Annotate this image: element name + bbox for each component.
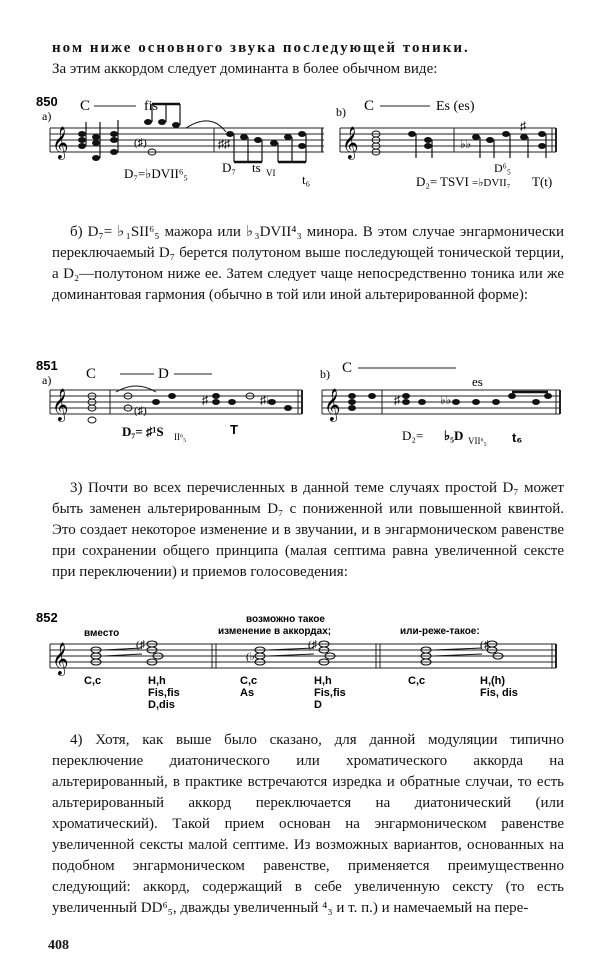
section-label-b: b)	[320, 367, 330, 381]
function-label: D₂=	[416, 174, 438, 189]
accidental: ♯	[520, 119, 526, 133]
accidental: (♯	[136, 639, 146, 651]
notes	[372, 131, 546, 155]
accidental: (♯)	[134, 405, 147, 417]
treble-clef-icon: 𝄞	[52, 388, 69, 421]
treble-clef-icon: 𝄞	[52, 126, 69, 159]
paragraph-3	[52, 478, 564, 583]
example-851-score	[36, 356, 568, 456]
function-label: t₆	[302, 172, 311, 187]
key-label: C	[364, 98, 375, 114]
example-851	[36, 356, 568, 456]
chord-label: C,c	[408, 675, 426, 687]
section-label-b: b)	[336, 105, 346, 119]
example-850	[36, 92, 568, 202]
chord-label: D	[314, 699, 322, 711]
chord-label: C,c	[84, 675, 102, 687]
key-label: D	[158, 366, 169, 382]
function-label: T(t)	[532, 174, 553, 189]
section-label-a: a)	[42, 373, 52, 387]
accidental: (♯	[480, 639, 490, 651]
treble-clef-icon: 𝄞	[324, 388, 341, 421]
key-label: C	[342, 360, 353, 376]
chord-label: Fis,fis	[314, 687, 346, 699]
top-text	[52, 38, 564, 80]
example-850-score	[36, 92, 568, 202]
function-label: =♭DVII₇	[472, 177, 511, 189]
function-label-sub: II⁶₅	[174, 432, 187, 442]
accidental: (♯)	[134, 137, 147, 149]
chord-label: H,(h)	[480, 675, 506, 687]
example-number: 852	[36, 610, 58, 625]
chord-label: H,h	[314, 675, 332, 687]
heading-instead: вместо	[84, 628, 120, 639]
paragraph-b-text: б) D₇= ♭₁SII⁶₅ мажора или ♭₃DVII⁴₃ минора. В этом случае энгармонически переключаемый D₇ берется полутоном выше последующей тонической терции, а D₂—полутоном ниже ее. Затем следует чаще непосредственно тоника или же доминантовая гармония (обычно в той или иной альтерированной форме):	[52, 224, 564, 303]
function-label: D₇	[222, 160, 236, 175]
accidental: (♯	[308, 639, 318, 651]
paragraph-4-text: 4) Хотя, как выше было сказано, для данной модуляции типично переключение диатонического или хроматического аккорда на альтерированный, в практике встречаются изредка и обратные случаи, то есть альтерированный аккорд переключается на диатонический (или хроматический). Такой прием основан на энгармоническом равенстве увеличенной сексты малой септиме. Из возможных вариантов, основанных на подобном энгармоническом равенстве, применяется преимущественно следующий: аккорд, содержащий в себе увеличенную сексту (то есть увеличенный DD⁶₅, дважды увеличенный ⁴₃ и т. п.) и намечаемый на пере-	[52, 732, 564, 916]
heading-change: изменение в аккордах;	[218, 626, 332, 637]
chord-label: Fis, dis	[480, 687, 518, 699]
heading-or-rarely: или-реже-такое:	[400, 626, 480, 637]
function-label: D₇= ♯¹S	[122, 424, 164, 439]
staff-lines	[50, 128, 324, 152]
paragraph-b	[52, 222, 564, 306]
key-label: Es (es)	[436, 99, 475, 114]
function-label: TSVI	[440, 174, 469, 189]
key-label: C	[80, 98, 91, 114]
function-label: t₆	[512, 430, 523, 445]
function-label-sub: VI	[266, 168, 276, 178]
whole-notes	[91, 641, 503, 665]
heading-possible: возможно такое	[246, 614, 325, 625]
top-line-2: За этим аккордом следует доминанта в более обычном виде:	[52, 61, 438, 77]
treble-clef-icon: 𝄞	[52, 642, 69, 675]
note-stems	[86, 104, 306, 162]
example-number: 851	[36, 358, 58, 373]
chord-label: C,c	[240, 675, 258, 687]
accidental: ♯♯	[218, 137, 230, 151]
accidental: (♭	[246, 651, 255, 663]
example-852-score	[36, 608, 568, 712]
accidental: ♭♭	[440, 393, 452, 407]
chord-label: D,dis	[148, 699, 175, 711]
function-label: D⁶₅	[494, 161, 512, 175]
chord-label: H,h	[148, 675, 166, 687]
function-label: ♭₅D	[444, 428, 464, 443]
accidental: ♯	[394, 393, 400, 407]
example-852	[36, 608, 568, 712]
function-label: T	[230, 422, 238, 437]
page-number: 408	[48, 938, 69, 953]
key-label: es	[472, 374, 483, 389]
key-label: fis	[144, 99, 158, 114]
accidental: ♯	[202, 393, 208, 407]
key-label: C	[86, 366, 97, 382]
chord-label: Fis,fis	[148, 687, 180, 699]
function-label: D₂=	[402, 428, 424, 443]
function-label: ts	[252, 160, 261, 175]
paragraph-4	[52, 730, 564, 919]
treble-clef-icon: 𝄞	[342, 126, 359, 159]
function-label: D₇=♭DVII⁶₅	[124, 166, 188, 181]
function-label-sub: VII⁶₅	[468, 436, 487, 446]
example-number: 850	[36, 94, 58, 109]
chord-label: As	[240, 687, 255, 699]
tie-lines	[104, 648, 482, 656]
top-line-1: ном ниже основного звука последующей тоники.	[52, 40, 470, 56]
section-label-a: a)	[42, 109, 52, 123]
accidental: ♭♭	[460, 137, 472, 151]
paragraph-3-text: 3) Почти во всех перечисленных в данной теме случаях простой D₇ может быть заменен альтерированным D₇ с пониженной или повышенной квинтой. Это создает некоторое изменение и в звучании, и в энгармоническом равенстве при сохранении общего принципа (малая септима равна увеличенной сексте при переключении) и приемов голосоведения:	[52, 480, 564, 580]
accidental: ♯♭	[260, 393, 272, 407]
